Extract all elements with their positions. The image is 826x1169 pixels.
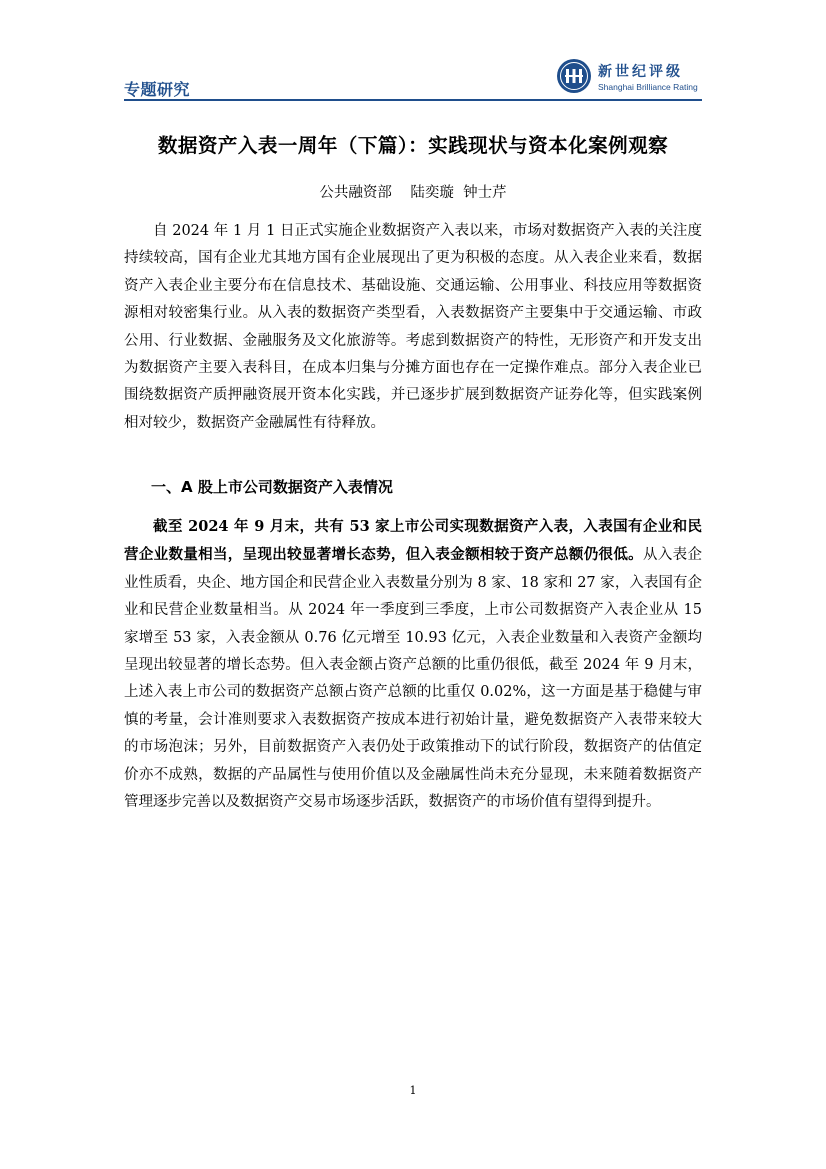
section-tag: 专题研究 [124, 80, 191, 99]
document-title: 数据资产入表一周年（下篇）：实践现状与资本化案例观察 [157, 134, 669, 157]
brand-name-cn: 新世纪评级 [598, 64, 683, 80]
brand-name-en: Shanghai Brilliance Rating [598, 82, 698, 92]
authors-line: 公共融资部 陆奕璇 钟士芹 [319, 185, 507, 201]
section-1-paragraph [124, 513, 702, 816]
intro-paragraph: 自 2024 年 1 月 1 日正式实施企业数据资产入表以来，市场对数据资产入表的关注度持续较高，国有企业尤其地方国有企业展现出了更为积极的态度。从入表企业来看，数据资产入表企业主要分布在信息技术、基础设施、交通运输、公用事业、科技应用等数据资源相对较密集行业。从入表的数据资产类型看，入表数据资产主要集中于交通运输、市政公用、行业数据、金融服务及文化旅游等。考虑到数据资产的特性，无形资产和开发支出为数据资产主要入表科目，在成本归集与分摊方面也存在一定操作难点。部分入表企业已围绕数据资产质押融资展开资本化实践，并已逐步扩展到数据资产证券化等，但实践案例相对较少，数据资产金融属性有待释放。 [124, 223, 702, 431]
brand-logo [556, 58, 706, 98]
rating-agency-emblem-icon [556, 58, 592, 94]
header-divider [124, 99, 702, 101]
section-1-body-text: 从入表企业性质看，央企、地方国企和民营企业入表数量分别为 8 家、18 家和 27 家，入表国有企业和民营企业数量相当。从 2024 年一季度到三季度，上市公司数据资产入表企业从 15 家增至 53 家，入表金额从 0.76 亿元增至 10.93 亿元，入表企业数量和入表资产金额均呈现出较显著的增长态势。但入表金额占资产总额的比重仍很低，截至 2024 年 9 月末，上述入表上市公司的数据资产总额占资产总额的比重仅 0.02%，这一方面是基于稳健与审慎的考量，会计准则要求入表数据资产按成本进行初始计量，避免数据资产入表带来较大的市场泡沫；另外，目前数据资产入表仍处于政策推动下的试行阶段，数据资产的估值定价亦不成熟，数据的产品属性与使用价值以及金融属性尚未充分显现，未来随着数据资产管理逐步完善以及数据资产交易市场逐步活跃，数据资产的市场价值有望得到提升。 [124, 547, 703, 811]
section-heading: 一、A 股上市公司数据资产入表情况 [151, 478, 393, 496]
page-number: 1 [409, 1084, 417, 1097]
lead-bold-sentence: 截至 2024 年 9 月末，共有 53 家上市公司实现数据资产入表，入表国有企业和民营企业数量相当，呈现出较显著增长态势，但入表金额相较于资产总额仍很低。 [124, 518, 702, 564]
